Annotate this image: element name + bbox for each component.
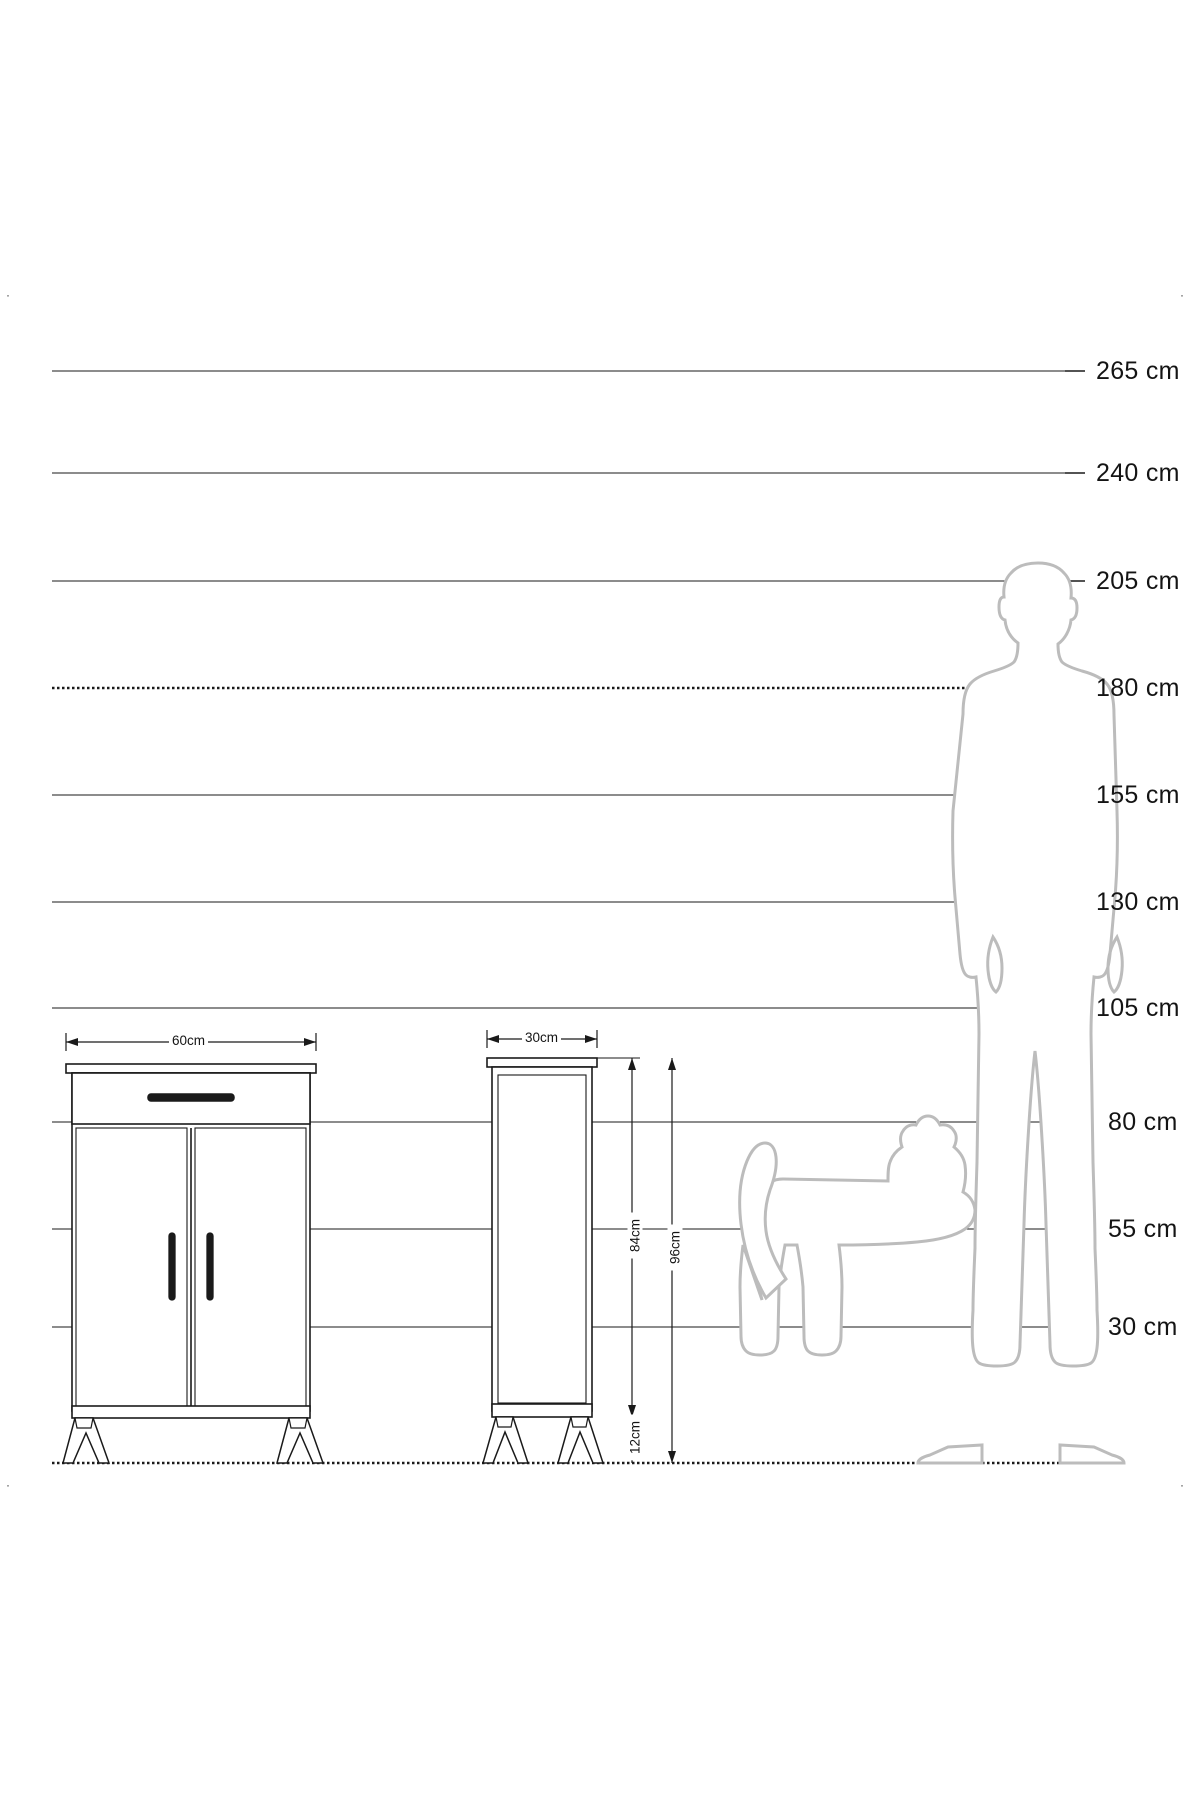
scale-label-30: 30 cm bbox=[1108, 1313, 1178, 1341]
corner-mark-bottom-left: · bbox=[6, 1478, 10, 1492]
corner-mark-bottom-right: · bbox=[1180, 1478, 1184, 1492]
human-figure-silhouette bbox=[918, 563, 1124, 1463]
corner-mark-top-right: · bbox=[1180, 288, 1184, 302]
cat-silhouette bbox=[740, 1116, 975, 1355]
corner-mark-top-left: · bbox=[6, 288, 10, 302]
dimension-label-60cm: 60cm bbox=[169, 1033, 208, 1048]
tall-narrow-cabinet bbox=[483, 1058, 603, 1463]
dimension-label-96cm: 96cm bbox=[668, 1225, 683, 1271]
scale-label-80: 80 cm bbox=[1108, 1108, 1178, 1136]
scale-label-55: 55 cm bbox=[1108, 1215, 1178, 1243]
two-door-cabinet-with-drawer bbox=[63, 1064, 323, 1463]
scale-label-180: 180 cm bbox=[1096, 674, 1180, 702]
dimension-label-84cm: 84cm bbox=[628, 1213, 643, 1259]
scale-label-205: 205 cm bbox=[1096, 567, 1180, 595]
dimension-label-30cm: 30cm bbox=[522, 1030, 561, 1045]
dimension-label-12cm: 12cm bbox=[628, 1415, 643, 1461]
scale-label-130: 130 cm bbox=[1096, 888, 1180, 916]
scale-label-265: 265 cm bbox=[1096, 357, 1180, 385]
scale-label-105: 105 cm bbox=[1096, 994, 1180, 1022]
scale-label-155: 155 cm bbox=[1096, 781, 1180, 809]
scale-label-240: 240 cm bbox=[1096, 459, 1180, 487]
